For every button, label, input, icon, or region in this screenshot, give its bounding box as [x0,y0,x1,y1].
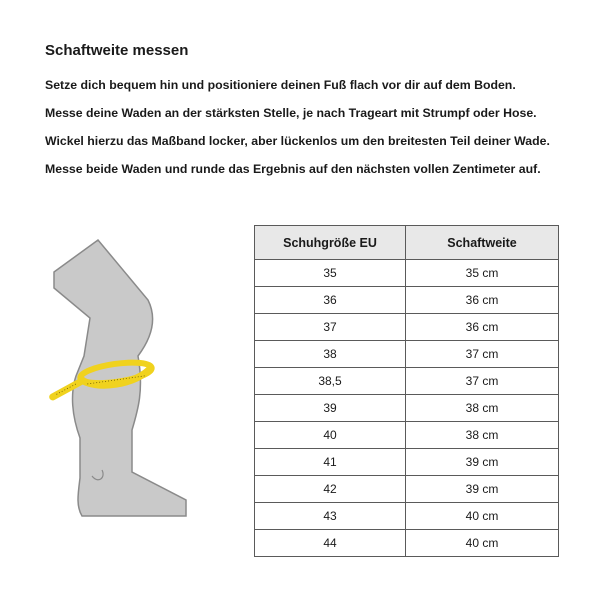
instruction-line: Setze dich bequem hin und positioniere deinen Fuß flach vor dir auf dem Boden. [45,78,516,92]
shoe-size-cell: 38,5 [255,368,406,395]
table-row [255,287,559,314]
table-row [255,449,559,476]
shoe-size-cell: 44 [255,530,406,557]
shaft-width-cell: 39 cm [406,449,559,476]
shaft-width-cell: 37 cm [406,368,559,395]
shaft-width-cell: 38 cm [406,395,559,422]
table-row [255,476,559,503]
table-row [255,503,559,530]
shoe-size-cell: 43 [255,503,406,530]
table-row [255,341,559,368]
page-title: Schaftweite messen [45,42,189,59]
instruction-line: Messe deine Waden an der stärksten Stelle, je nach Trageart mit Strumpf oder Hose. [45,106,537,120]
table-row [255,395,559,422]
shaft-width-cell: 38 cm [406,422,559,449]
shoe-size-cell: 41 [255,449,406,476]
shaft-width-cell: 39 cm [406,476,559,503]
shoe-size-cell: 40 [255,422,406,449]
instruction-line: Wickel hierzu das Maßband locker, aber lückenlos um den breitesten Teil deiner Wade. [45,134,550,148]
table-header-row [255,226,559,260]
shaft-width-cell: 35 cm [406,260,559,287]
table-row [255,530,559,557]
column-header-shoe-size: Schuhgröße EU [255,226,406,260]
shoe-size-cell: 36 [255,287,406,314]
shoe-size-cell: 35 [255,260,406,287]
table-row [255,260,559,287]
leg-measuring-illustration [40,238,190,520]
shaft-width-cell: 36 cm [406,287,559,314]
shoe-size-cell: 39 [255,395,406,422]
table-row [255,368,559,395]
shoe-size-cell: 42 [255,476,406,503]
shaft-width-cell: 40 cm [406,530,559,557]
column-header-shaft-width: Schaftweite [406,226,559,260]
shoe-size-cell: 37 [255,314,406,341]
table-row [255,422,559,449]
shaft-width-cell: 40 cm [406,503,559,530]
shaft-width-cell: 36 cm [406,314,559,341]
shoe-size-cell: 38 [255,341,406,368]
leg-shape [54,240,186,516]
table-row [255,314,559,341]
shaft-width-cell: 37 cm [406,341,559,368]
size-table [254,225,559,557]
instruction-line: Messe beide Waden und runde das Ergebnis auf den nächsten vollen Zentimeter auf. [45,162,541,176]
